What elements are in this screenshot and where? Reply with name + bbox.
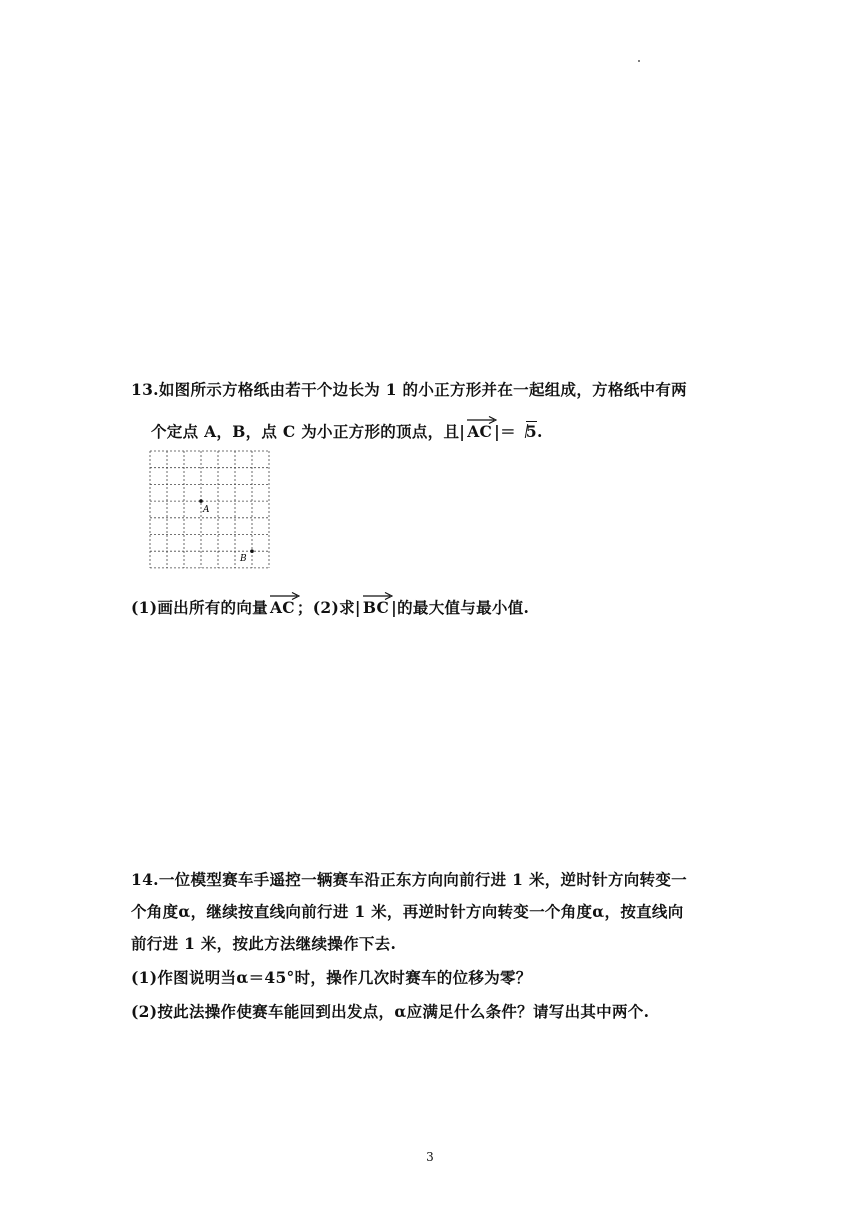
page-dot (638, 60, 640, 62)
q13-subquestions (131, 594, 529, 618)
point-a (199, 499, 203, 503)
vector-arrow-icon (467, 416, 497, 424)
q14-line5: (2)按此法操作使赛车能回到出发点，α应满足什么条件？请写出其中两个. (131, 1002, 650, 1021)
vector-bc: BC (363, 594, 389, 617)
vector-ac-2: AC (270, 594, 295, 617)
point-b (250, 549, 254, 553)
sqrt-five: 5 (518, 422, 537, 441)
grid-figure (149, 450, 271, 570)
q13-line2 (151, 418, 543, 442)
q13-line2-mid: |＝ (494, 422, 516, 441)
q13-line1: 13.如图所示方格纸由若干个边长为 1 的小正方形并在一起组成，方格纸中有两 (131, 380, 687, 399)
q13-sub-pre: (1)画出所有的向量 (131, 598, 268, 617)
q13-sub-end: |的最大值与最小值. (391, 598, 530, 617)
page-number: 3 (426, 1150, 434, 1164)
vector-arrow-icon (363, 592, 393, 600)
vector-arrow-icon (270, 592, 300, 600)
q14-line3: 前行进 1 米，按此方法继续操作下去. (131, 934, 397, 953)
q13-line2-pre: 个定点 A，B，点 C 为小正方形的顶点，且| (151, 422, 466, 441)
label-a: A (203, 505, 210, 516)
vector-ac: AC (467, 418, 492, 441)
q14-line4: (1)作图说明当α＝45°时，操作几次时赛车的位移为零？ (131, 968, 532, 987)
q13-sub-mid: ；(2)求| (296, 598, 361, 617)
q14-line1: 14.一位模型赛车手遥控一辆赛车沿正东方向向前行进 1 米，逆时针方向转变一 (131, 870, 687, 889)
q14-line2: 个角度α，继续按直线向前行进 1 米，再逆时针方向转变一个角度α，按直线向 (131, 902, 684, 921)
label-b: B (240, 554, 247, 565)
q13-line2-end: . (537, 422, 543, 441)
